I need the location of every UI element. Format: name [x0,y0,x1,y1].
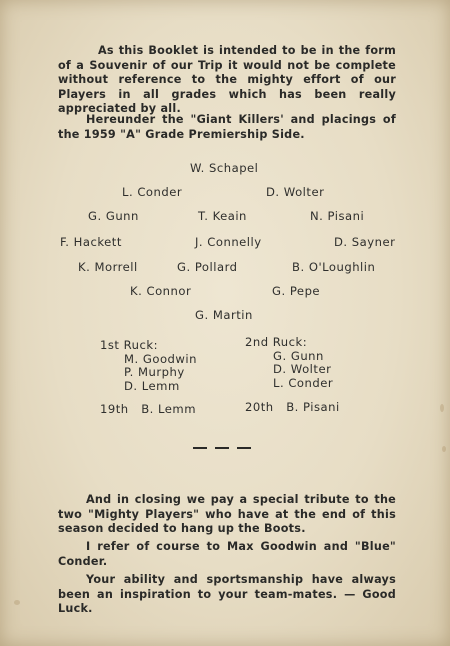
player-name: T. Keain [198,209,247,223]
player-name: G. Gunn [88,209,139,223]
ruck-player: L. Conder [273,375,334,390]
farewell-players-paragraph: I refer of course to Max Goodwin and "Blue" Conder. [58,540,396,568]
player-name: L. Conder [122,185,183,199]
paper-stain [442,446,446,452]
separator-dash [237,447,251,449]
player-name: G. Pepe [272,284,321,298]
ruck-player: D. Lemm [124,378,180,393]
second-ruck-list [245,336,333,390]
first-ruck-label: 1st Ruck: [100,338,159,352]
player-name: N. Pisani [310,209,365,223]
player-name: G. Pollard [177,260,238,274]
player-name: K. Morrell [78,260,138,274]
twentieth-man: 20th B. Pisani [245,400,340,414]
intro-paragraph: As this Booklet is intended to be in the form of a Souvenir of our Trip it would not be complete without reference to the mighty effort of our Players in all grades which has been really appreciated by all. [58,44,396,116]
player-name: G. Martin [195,308,253,322]
ruck-player: M. Goodwin [124,351,197,366]
paper-stain [14,600,20,605]
tribute-paragraph: And in closing we pay a special tribute to the two "Mighty Players" who have at the end of this season decided to hang up the Boots. [58,493,396,536]
player-name: D. Sayner [334,235,396,249]
placings-paragraph: Hereunder the "Giant Killers' and placings of the 1959 "A" Grade Premiership Side. [58,113,396,141]
player-name: B. O'Loughlin [292,260,376,274]
second-ruck-label: 2nd Ruck: [245,335,308,349]
ruck-player: G. Gunn [273,348,324,363]
player-name: W. Schapel [190,161,259,175]
ruck-player: P. Murphy [124,365,185,380]
ruck-player: D. Wolter [273,362,332,377]
first-ruck-list [100,339,197,393]
good-luck-paragraph: Your ability and sportsmanship have always been an inspiration to your team-mates. — Good Luck. [58,573,396,616]
nineteenth-man: 19th B. Lemm [100,402,197,416]
player-name: K. Connor [130,284,192,298]
separator-dash [215,447,229,449]
separator-dash [193,447,207,449]
paper-stain [440,404,444,412]
player-name: F. Hackett [60,235,122,249]
player-name: J. Connelly [195,235,262,249]
player-name: D. Wolter [266,185,325,199]
